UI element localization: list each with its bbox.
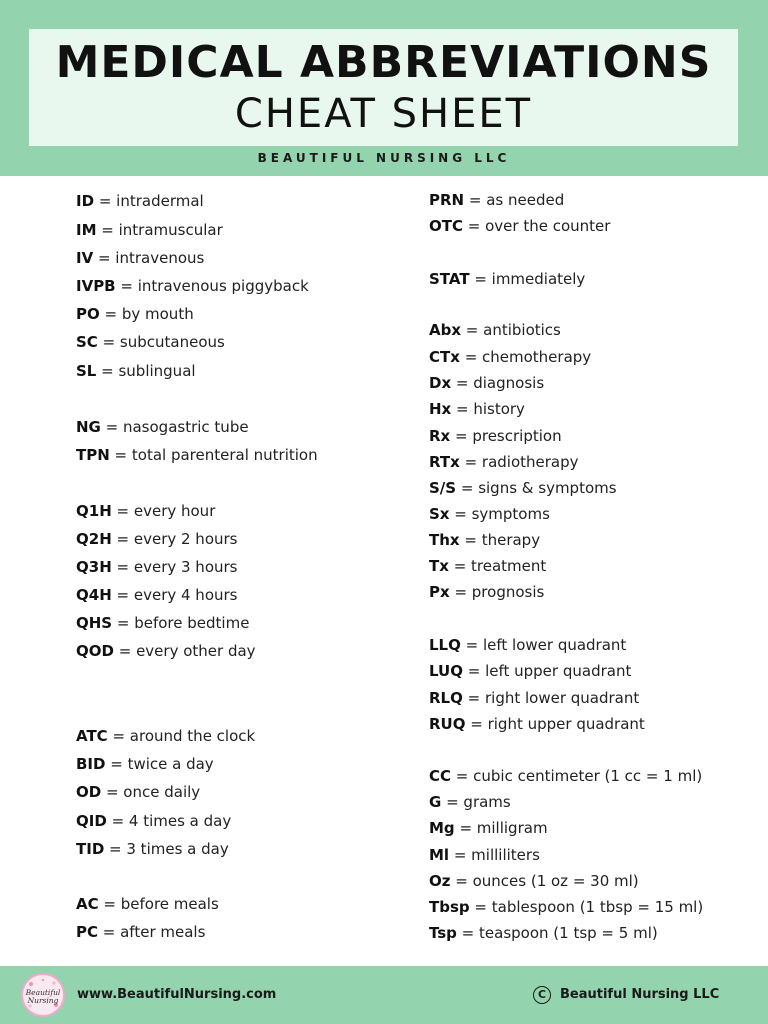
meaning: = prognosis [449,583,545,601]
list-item [76,304,194,324]
meaning: = milliliters [449,846,540,864]
meaning: = every 2 hours [111,530,238,548]
list-item [76,839,229,859]
abbreviation: SL [76,362,97,380]
list-item [76,248,204,268]
list-item [429,399,525,419]
abbreviation: AC [76,895,99,913]
list-item [429,766,702,786]
meaning: = intradermal [94,192,204,210]
abbreviation: Abx [429,321,462,339]
list-item [76,220,223,240]
list-item [76,529,238,549]
page-title: MEDICAL ABBREVIATIONS [55,37,712,88]
meaning: = every 3 hours [111,558,238,576]
meaning: = intravenous piggyback [115,277,309,295]
abbreviation: STAT [429,270,470,288]
meaning: = every other day [113,642,256,660]
meaning: = ounces (1 oz = 30 ml) [450,872,639,890]
logo-text-bottom: Nursing [27,996,59,1005]
meaning: = right upper quadrant [465,715,645,733]
website-link[interactable]: www.BeautifulNursing.com [77,987,277,1002]
meaning: = diagnosis [451,374,545,392]
abbreviation: QHS [76,614,113,632]
list-item [429,582,544,602]
abbreviation: RTx [429,453,460,471]
abbreviation: Rx [429,427,451,445]
meaning: = grams [441,793,511,811]
meaning: = twice a day [105,755,214,773]
abbreviation: TID [76,840,105,858]
abbreviation: Q2H [76,530,112,548]
abbreviation: Hx [429,400,452,418]
logo-text-top: Beautiful [25,988,61,997]
list-item [76,417,249,437]
abbreviation: G [429,793,442,811]
abbreviation: RLQ [429,689,463,707]
list-item [76,641,256,661]
abbreviation: IM [76,221,97,239]
list-item [429,478,617,498]
meaning: = prescription [450,427,562,445]
list-item [429,661,631,681]
meaning: = intramuscular [96,221,223,239]
meaning: = history [451,400,525,418]
abbreviation: PC [76,923,99,941]
meaning: = left upper quadrant [462,662,632,680]
meaning: = around the clock [107,727,256,745]
list-item [76,557,238,577]
meaning: = cubic centimeter (1 cc = 1 ml) [451,767,703,785]
list-item [76,585,238,605]
abbreviation: BID [76,755,106,773]
list-item [429,216,610,236]
meaning: = before bedtime [112,614,250,632]
list-item [429,320,561,340]
list-item [429,556,546,576]
list-item [429,845,540,865]
meaning: = by mouth [99,305,194,323]
meaning: = treatment [448,557,547,575]
company-name: BEAUTIFUL NURSING LLC [257,151,511,165]
abbreviation: Oz [429,872,451,890]
abbreviation: Tsp [429,924,457,942]
abbreviation: LUQ [429,662,463,680]
meaning: = radiotherapy [459,453,579,471]
abbreviation: Q3H [76,558,112,576]
list-item [429,818,548,838]
abbreviation: QOD [76,642,114,660]
meaning: = subcutaneous [97,333,225,351]
abbreviation: S/S [429,479,457,497]
abbreviation: NG [76,418,101,436]
abbreviation: TPN [76,446,110,464]
abbreviation: OD [76,783,102,801]
list-item [76,276,309,296]
abbreviation: Px [429,583,450,601]
list-item [429,871,639,891]
list-item [76,922,205,942]
list-item [76,361,196,381]
abbreviation: LLQ [429,636,461,654]
logo-mark [23,975,63,1015]
list-item [76,894,219,914]
title-box [29,29,738,146]
list-item [429,530,540,550]
list-item [429,347,591,367]
list-item [76,754,214,774]
abbreviation: CTx [429,348,460,366]
list-item [429,897,703,917]
list-item [429,688,639,708]
abbreviation: PO [76,305,100,323]
meaning: = teaspoon (1 tsp = 5 ml) [456,924,658,942]
meaning: = over the counter [463,217,611,235]
meaning: = sublingual [96,362,196,380]
meaning: = nasogastric tube [100,418,249,436]
brand-logo [21,973,65,1017]
abbreviation: Ml [429,846,450,864]
list-item [429,714,645,734]
abbreviation: Thx [429,531,460,549]
list-item [429,504,550,524]
meaning: = as needed [464,191,565,209]
list-item [429,269,585,289]
list-item [76,726,255,746]
list-item [76,191,204,211]
list-item [429,426,562,446]
abbreviation: Dx [429,374,452,392]
meaning: = antibiotics [461,321,561,339]
abbreviation: CC [429,767,452,785]
list-item [76,332,225,352]
meaning: = every hour [111,502,216,520]
abbreviation: IV [76,249,94,267]
meaning: = immediately [469,270,586,288]
abbreviation: Q4H [76,586,112,604]
meaning: = intravenous [93,249,205,267]
meaning: = after meals [98,923,206,941]
list-item [429,923,658,943]
abbreviation: IVPB [76,277,116,295]
abbreviation: RUQ [429,715,466,733]
list-item [76,501,215,521]
list-item [76,445,318,465]
meaning: = total parenteral nutrition [109,446,318,464]
meaning: = once daily [101,783,201,801]
copyright-icon: C [533,986,551,1004]
meaning: = signs & symptoms [456,479,617,497]
meaning: = chemotherapy [459,348,592,366]
abbreviation: OTC [429,217,463,235]
abbreviation: ID [76,192,95,210]
meaning: = left lower quadrant [460,636,627,654]
abbreviation: Sx [429,505,450,523]
list-item [76,782,200,802]
abbreviation: Tbsp [429,898,470,916]
meaning: = therapy [459,531,541,549]
meaning: = every 4 hours [111,586,238,604]
list-item [76,811,231,831]
abbreviation: SC [76,333,98,351]
abbreviation: Mg [429,819,455,837]
copyright-text: Beautiful Nursing LLC [560,987,720,1002]
header-band [0,0,768,176]
list-item [429,635,626,655]
meaning: = before meals [98,895,219,913]
abbreviation: QID [76,812,107,830]
copyright-notice [533,984,719,1006]
abbreviation: Q1H [76,502,112,520]
meaning: = 3 times a day [104,840,229,858]
meaning: = tablespoon (1 tbsp = 15 ml) [469,898,704,916]
list-item [429,452,579,472]
abbreviation: PRN [429,191,465,209]
abbreviation: ATC [76,727,108,745]
abbreviation: Tx [429,557,449,575]
meaning: = symptoms [449,505,550,523]
meaning: = right lower quadrant [462,689,640,707]
list-item [76,613,249,633]
list-item [429,792,511,812]
list-item [429,190,564,210]
meaning: = milligram [454,819,548,837]
page-subtitle: CHEAT SHEET [234,91,533,137]
meaning: = 4 times a day [106,812,232,830]
list-item [429,373,544,393]
